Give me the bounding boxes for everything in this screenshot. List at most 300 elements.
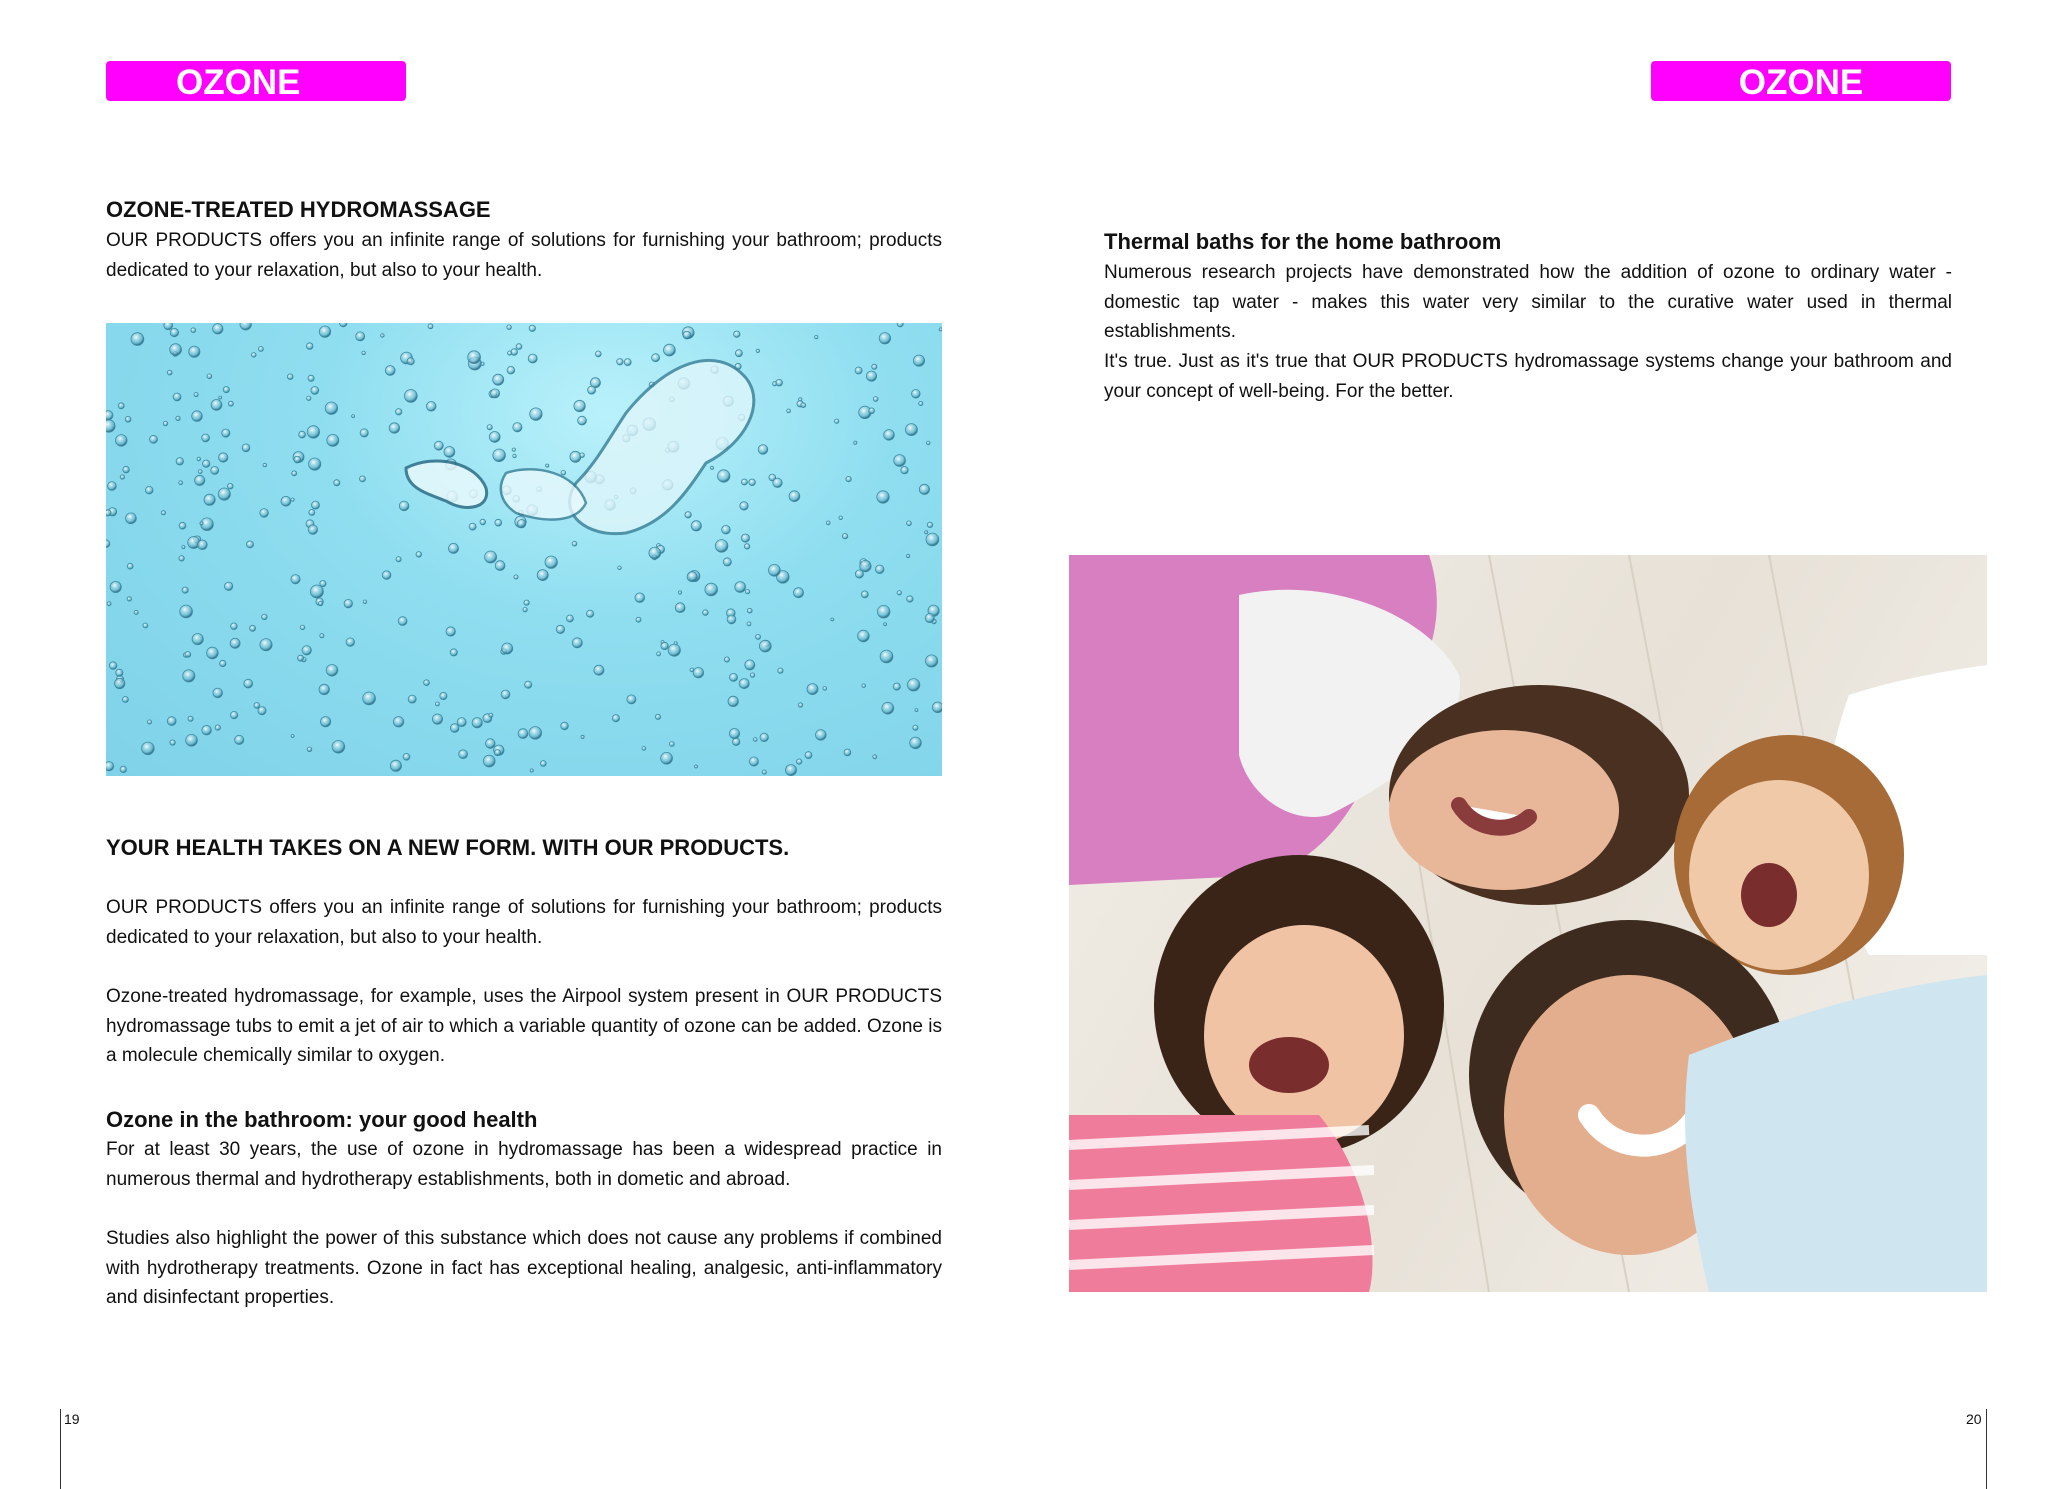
bubble: [298, 655, 304, 661]
bubble: [176, 458, 183, 465]
bubble: [180, 605, 193, 618]
bubble: [179, 522, 186, 529]
bubble: [525, 681, 532, 688]
bubble: [545, 556, 557, 568]
bubble: [127, 597, 131, 601]
bubble: [901, 467, 908, 474]
family-photo: [1069, 555, 1987, 1292]
bubble: [468, 351, 481, 364]
heading-thermal-baths: Thermal baths for the home bathroom: [1104, 229, 1502, 254]
bubble: [109, 662, 117, 670]
bubble: [486, 739, 496, 749]
bubble: [670, 742, 675, 747]
bubble: [758, 445, 768, 455]
bubble: [635, 593, 645, 603]
page-rule-left: [60, 1409, 61, 1489]
bubble: [733, 738, 740, 745]
bubble: [744, 544, 749, 549]
bubble: [537, 570, 548, 581]
intro-paragraph: OUR PRODUCTS offers you an infinite range of solutions for furnishing your bathroom; products dedicated to your relaxation, but also to your health.: [106, 230, 942, 281]
bubble: [657, 652, 661, 656]
bubble: [513, 423, 522, 432]
bubble: [927, 522, 932, 527]
bubble: [794, 588, 804, 598]
bubble: [247, 541, 254, 548]
bubble: [182, 546, 185, 549]
bubble: [450, 649, 457, 656]
bubble: [287, 374, 293, 380]
bubble: [108, 482, 117, 491]
bubble: [893, 683, 900, 690]
bubble: [866, 371, 876, 381]
bubble: [798, 703, 802, 707]
bubble: [211, 400, 222, 411]
bubble: [150, 435, 158, 443]
bubble: [729, 729, 739, 739]
bubble: [191, 328, 196, 333]
bubble: [807, 684, 818, 695]
bubble: [815, 335, 818, 338]
bubble: [318, 601, 322, 605]
bubble: [222, 429, 230, 437]
bubble: [143, 623, 148, 628]
bubble: [897, 591, 901, 595]
bubble: [435, 702, 439, 706]
bubble: [291, 498, 294, 501]
bubble: [263, 463, 267, 467]
bubble: [299, 431, 306, 438]
bubble: [197, 457, 201, 461]
bubble: [906, 554, 909, 557]
bubble: [925, 531, 928, 534]
bubble: [730, 673, 738, 681]
bubble: [912, 390, 921, 399]
bubble: [723, 558, 731, 566]
bubble: [556, 625, 564, 633]
bubble: [570, 451, 581, 462]
bubble: [879, 333, 890, 344]
bubble: [202, 434, 210, 442]
bubble: [396, 557, 401, 562]
bubble: [872, 364, 877, 369]
bubble: [185, 652, 191, 658]
bubble: [120, 475, 124, 479]
health-paragraph: OUR PRODUCTS offers you an infinite range of solutions for furnishing your bathroom; products dedicated to your relaxation, but also to your health.: [106, 897, 942, 948]
bubble: [844, 749, 851, 756]
bubble: [839, 516, 843, 520]
bubble: [678, 591, 681, 594]
bubble: [389, 423, 399, 433]
bubble: [292, 471, 297, 476]
bubble: [919, 401, 923, 405]
bubble: [207, 647, 219, 659]
bubble: [131, 333, 144, 346]
bubble: [307, 396, 311, 400]
bubble: [142, 742, 155, 755]
bubble: [749, 479, 756, 486]
bubble: [230, 711, 237, 718]
bubble: [860, 560, 871, 571]
bubble: [220, 660, 226, 666]
bubble: [334, 480, 340, 486]
bubble: [312, 501, 320, 509]
bubble: [446, 627, 455, 636]
bubble: [710, 466, 713, 469]
bubble: [501, 690, 510, 699]
bubble: [426, 402, 436, 412]
bubble: [530, 408, 542, 420]
bubble: [919, 484, 929, 494]
bubble: [126, 513, 137, 524]
bubble: [310, 585, 323, 598]
bubble: [300, 625, 305, 630]
bubble: [835, 419, 839, 423]
bubble: [116, 669, 123, 676]
bubble: [183, 670, 195, 682]
bubble: [327, 434, 339, 446]
bubble: [907, 521, 912, 526]
bubble: [432, 714, 442, 724]
its-true-paragraph: It's true. Just as it's true that OUR PRODUCTS hydromassage systems change your bathroom and your concept of well-being. For the better.: [1104, 351, 1952, 402]
bubble: [907, 679, 919, 691]
bubble: [240, 323, 251, 330]
bubble: [170, 344, 182, 356]
bubble: [642, 747, 646, 751]
bubble: [110, 581, 121, 592]
bubble: [842, 534, 847, 539]
bubble: [381, 334, 385, 338]
bubble: [404, 390, 417, 403]
bubble: [664, 344, 676, 356]
bubble: [125, 416, 131, 422]
bubble: [408, 695, 416, 703]
bubble: [326, 665, 338, 677]
bubble: [875, 565, 884, 574]
bubble: [495, 519, 502, 526]
bubble: [649, 547, 661, 559]
bubble: [319, 684, 329, 694]
bubble: [457, 718, 466, 727]
bubble: [260, 639, 272, 651]
bubble: [444, 447, 455, 458]
bubble: [753, 738, 757, 742]
bubble: [805, 752, 812, 759]
bubble: [687, 572, 697, 582]
bubble: [186, 734, 198, 746]
bubble: [254, 703, 260, 709]
bubble: [493, 374, 504, 385]
bubble: [163, 421, 168, 426]
bubble: [735, 350, 742, 357]
bubbles-illustration: [106, 323, 942, 776]
thirty-years-paragraph: For at least 30 years, the use of ozone in hydromassage has been a widespread practice in numerous thermal and hydrotherapy establishments, both in dometic and abroad.: [106, 1139, 942, 1190]
bubble: [122, 697, 128, 703]
bubble: [540, 761, 546, 767]
bubble: [932, 702, 942, 713]
bubble: [691, 521, 701, 531]
bubble: [399, 501, 409, 511]
bubble: [440, 692, 447, 699]
bubble: [655, 714, 660, 719]
bubble: [756, 349, 759, 352]
bubble: [228, 401, 233, 406]
bubble: [203, 460, 210, 467]
bubble: [756, 634, 761, 639]
bubble: [877, 605, 890, 618]
bubble: [587, 610, 594, 617]
bubble: [242, 444, 250, 452]
bubble: [487, 425, 492, 430]
bubble: [858, 630, 870, 642]
bubble: [424, 680, 430, 686]
bubble: [346, 638, 354, 646]
bubble: [508, 351, 512, 355]
bubble: [862, 684, 866, 688]
heading-ozone-in-bathroom: Ozone in the bathroom: your good health: [106, 1107, 538, 1132]
bubble: [483, 755, 495, 767]
bubble: [202, 725, 212, 735]
bubble: [107, 602, 111, 606]
bubble: [797, 759, 802, 764]
bubble: [244, 679, 253, 688]
page-number-right: 20: [1966, 1411, 1982, 1427]
bubble: [459, 750, 468, 759]
bubble: [213, 324, 223, 334]
bubble: [507, 366, 515, 374]
bubble: [816, 730, 827, 741]
bubble: [106, 762, 114, 771]
bubble: [385, 366, 395, 376]
bubble: [200, 522, 203, 525]
bubble: [594, 665, 604, 675]
bubble: [319, 326, 330, 337]
bubble: [715, 540, 728, 553]
bubble: [134, 610, 138, 614]
ozone-badge-right: OZONE: [1651, 61, 1951, 101]
bubble: [215, 725, 220, 730]
bubble: [861, 591, 868, 598]
bubble: [884, 430, 895, 441]
bubble: [145, 486, 153, 494]
bubble: [787, 409, 791, 413]
bubble: [179, 556, 184, 561]
bubble: [120, 766, 126, 772]
bubble: [204, 494, 215, 505]
bubble: [566, 615, 573, 622]
bubble: [356, 332, 365, 341]
bubble: [106, 540, 110, 548]
heading-your-health: YOUR HEALTH TAKES ON A NEW FORM. WITH OUR PRODUCTS.: [106, 835, 790, 860]
bubble: [223, 387, 229, 393]
bubble: [493, 449, 506, 462]
bubble: [252, 353, 257, 358]
bubble: [747, 608, 752, 613]
bubble: [789, 491, 800, 502]
bubble: [106, 420, 115, 432]
bubble: [309, 510, 315, 516]
bubble: [231, 623, 238, 630]
bubble: [167, 370, 172, 375]
bubble: [722, 525, 731, 534]
bubble: [652, 354, 660, 362]
bubble: [734, 331, 740, 337]
bubble: [218, 488, 230, 500]
bubble: [801, 403, 806, 408]
bubble: [776, 379, 783, 386]
bubble: [321, 717, 331, 727]
bubble: [250, 625, 256, 631]
bubble: [182, 587, 188, 593]
bubble: [281, 496, 291, 506]
bubble: [740, 502, 748, 510]
bubble: [352, 415, 355, 418]
bubble: [362, 351, 366, 355]
bubble: [188, 716, 193, 721]
bubble: [741, 534, 749, 542]
bubble: [320, 581, 326, 587]
bubble: [749, 757, 758, 766]
bubble: [703, 610, 709, 616]
bubble: [340, 323, 348, 327]
bubble: [618, 566, 622, 570]
bubble: [884, 623, 887, 626]
bubble: [926, 655, 938, 667]
bubble: [106, 510, 111, 516]
bubble: [705, 583, 718, 596]
bubble: [617, 359, 623, 365]
bubble: [491, 389, 500, 398]
bubble: [578, 416, 587, 425]
bubble: [320, 634, 324, 638]
bubble: [728, 696, 738, 706]
bubble: [502, 643, 513, 654]
bubble: [627, 695, 636, 704]
bubble: [595, 351, 601, 357]
bubble: [403, 753, 410, 760]
bubble: [382, 571, 391, 580]
bubble: [927, 441, 931, 445]
bubble: [291, 575, 300, 584]
bubble: [390, 760, 401, 771]
bubble: [661, 752, 673, 764]
bubble: [516, 344, 522, 350]
bubble: [926, 533, 939, 546]
bubble: [147, 720, 151, 724]
bubble: [546, 464, 549, 467]
bubble: [489, 713, 493, 717]
bubble: [741, 479, 747, 485]
bubble: [854, 441, 857, 444]
bubble: [745, 590, 749, 594]
bubble: [469, 523, 476, 530]
bubble: [309, 458, 321, 470]
bubble: [363, 600, 367, 604]
bubble: [294, 456, 301, 463]
bubble: [561, 722, 569, 730]
bubble: [311, 387, 319, 395]
bubble: [727, 615, 736, 624]
bubble: [877, 491, 889, 503]
bubble: [683, 331, 691, 339]
bubble: [514, 575, 518, 579]
bubble: [123, 466, 130, 473]
bubble: [724, 657, 729, 662]
bubble: [213, 688, 223, 698]
bubble: [529, 727, 542, 740]
bubble: [735, 582, 746, 593]
bubble: [194, 393, 198, 397]
bubble: [897, 323, 903, 327]
bubble: [523, 607, 527, 611]
bubble: [718, 470, 730, 482]
bubble: [668, 644, 680, 656]
bubble: [823, 687, 827, 691]
bubble: [164, 323, 173, 330]
bubble: [307, 426, 319, 438]
bubble: [308, 375, 314, 381]
bubble: [530, 769, 533, 772]
bubble: [260, 509, 269, 518]
bubble: [894, 455, 906, 467]
bubble: [118, 403, 124, 409]
bubble: [262, 614, 268, 620]
bubble: [167, 717, 176, 726]
bubble: [325, 402, 337, 414]
bubble: [528, 354, 537, 363]
bubble: [913, 355, 924, 366]
bubble: [363, 692, 376, 705]
studies-paragraph: Studies also highlight the power of this substance which does not cause any problems if combined with hydrotherapy treatments. Ozone in fact has exceptional healing, analgesic, anti-inflammatory and disinfectant properties.: [106, 1228, 942, 1308]
bubble: [344, 599, 352, 607]
bubble: [693, 668, 703, 678]
bubble: [230, 638, 240, 648]
bubble: [873, 397, 878, 402]
bubble: [880, 650, 893, 663]
bubble: [472, 718, 482, 728]
page-rule-right: [1986, 1409, 1987, 1489]
bubble: [480, 519, 486, 525]
bubble: [675, 603, 685, 613]
bubble: [773, 478, 782, 487]
page-number-left: 19: [64, 1411, 80, 1427]
bubble: [332, 741, 345, 754]
bubble: [192, 411, 203, 422]
bubble: [905, 424, 917, 436]
bubble: [198, 470, 202, 474]
bubble: [695, 765, 698, 768]
bubble: [489, 432, 500, 443]
bubble: [291, 735, 294, 738]
bubble: [161, 511, 165, 515]
bubble: [572, 638, 582, 648]
bubble: [762, 770, 766, 774]
bubble: [855, 367, 862, 374]
bubble: [624, 359, 631, 366]
bubble: [198, 540, 208, 550]
bubble: [760, 733, 768, 741]
bubble: [512, 448, 515, 451]
bubble: [910, 737, 922, 749]
bubble: [219, 396, 222, 399]
bubble: [572, 541, 577, 546]
bubble: [507, 325, 512, 330]
bubble: [745, 660, 755, 670]
bubble: [747, 622, 751, 626]
bubble: [176, 416, 180, 420]
bubble: [685, 512, 691, 518]
bubble: [360, 476, 366, 482]
family-illustration: [1069, 555, 1987, 1292]
